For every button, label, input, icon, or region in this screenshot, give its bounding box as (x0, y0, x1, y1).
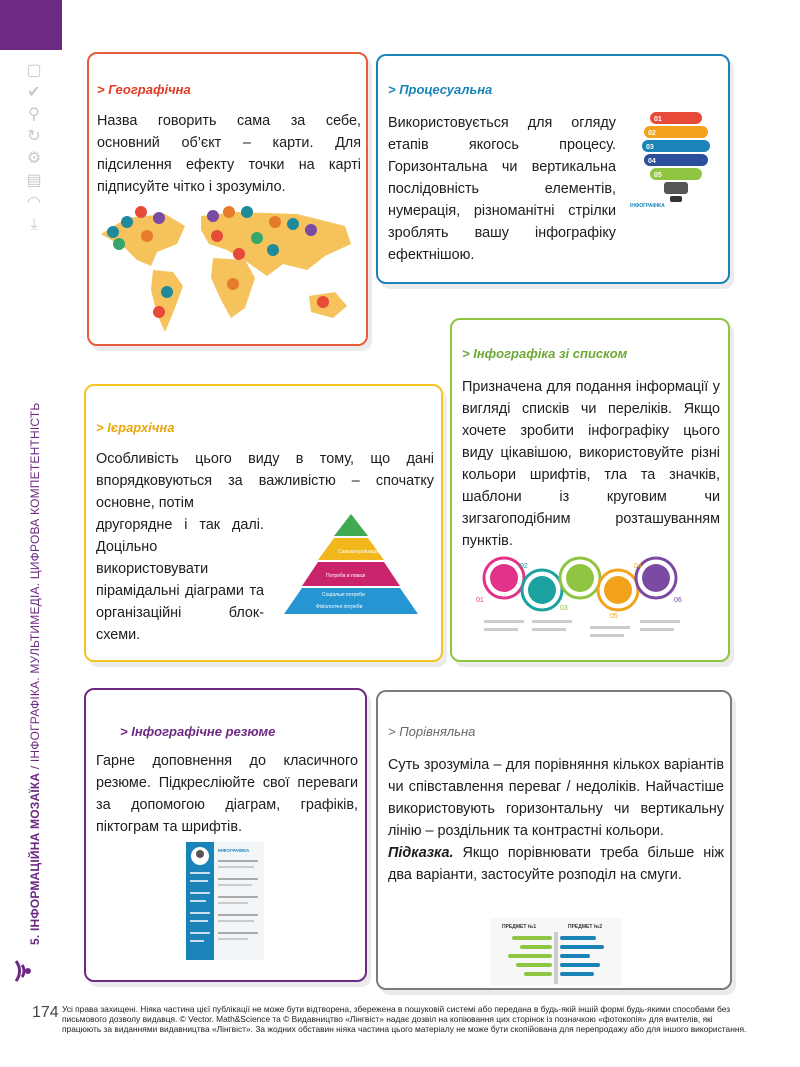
list-number-5: 05 (610, 613, 618, 620)
card-text-top: Особливість цього виду в тому, що дані впорядковуються за важливістю – спочатку основне, потім (96, 451, 434, 511)
wifi-signal-icon (8, 955, 48, 985)
list-number-6: 06 (674, 597, 682, 604)
refresh-icon: ↻ (27, 128, 41, 145)
chapter-title (28, 403, 42, 945)
list-number-1: 01 (476, 597, 484, 604)
bulb-step-4: 04 (648, 158, 656, 165)
comparison-illustration (490, 918, 622, 986)
chapter-title-bold: 5. ІНФОРМАЦІЙНА МОЗАЇКА (28, 772, 42, 945)
lightbulb-infographic (630, 110, 722, 210)
card-text: Назва говорить сама за себе, основний об’єкт – карти. Для підсилення ефекту точки на карті підписуйте чітко і зрозуміло. (97, 113, 361, 195)
wifi-icon: ◠ (27, 194, 41, 211)
world-map-illustration (97, 204, 361, 339)
square-icon: ▢ (26, 62, 42, 79)
list-number-2: 02 (520, 563, 528, 570)
card-text: Гарне доповнення до класичного резюме. Підкресліюйте свої переваги за допомогою діаграм, графіків, піктограм та шрифтів. (96, 753, 358, 835)
pyramid-level-2: Потреба в повазі (326, 573, 366, 579)
pyramid-illustration (276, 514, 426, 624)
download-icon: ⤓ (30, 216, 38, 233)
chapter-title-rest: / ІНФОГРАФІКА. МУЛЬТИМЕДІА. ЦИФРОВА КОМПЕТЕНТНІСТЬ (28, 402, 42, 773)
card-title: > Процесуальна (388, 82, 493, 97)
card-list (450, 318, 730, 662)
list-number-4: 04 (634, 563, 642, 570)
card-text: Призначена для подання інформації у вигляді списків чи переліків. Якщо хочете зробити інфографіку цього виду цікавішою, використовуйте різні кольори шрифтів, тла та значків, шаблони із круговим чи зигзагоподібним розташуванням пунктів. (462, 379, 720, 549)
document-icon: ▤ (26, 172, 42, 189)
card-geographic (87, 52, 368, 346)
pyramid-level-1: Самоактуалізація (338, 549, 380, 555)
sidebar-accent (0, 0, 62, 50)
bulb-step-1: 01 (654, 116, 662, 123)
hint-label: Підказка. (388, 845, 454, 861)
card-title: > Інфографічне резюме (120, 724, 276, 739)
bulb-caption: ІНФОГРАФІКА (630, 203, 665, 209)
card-text (388, 754, 724, 886)
card-process (376, 54, 730, 284)
page-number: 174 (32, 1004, 59, 1021)
comparison-left-label: ПРЕДМЕТ №1 (502, 924, 537, 930)
circular-list-illustration (460, 550, 722, 650)
card-text-bottom: другорядне і так далі. Доцільно використовувати пірамідальні діаграми та організаційні блок-схеми. (96, 517, 264, 643)
bulb-step-3: 03 (646, 144, 654, 151)
card-title: > Географічна (97, 82, 191, 97)
magnifier-icon: ⚲ (28, 106, 40, 123)
card-resume (84, 688, 367, 982)
gear-icon: ⚙ (26, 150, 42, 167)
card-comparative (376, 690, 732, 990)
hint-text: Якщо порівнювати треба більше ніж два варіанти, застосуйте розподіл на смуги. (388, 845, 724, 883)
pyramid-level-3: Соціальні потреби (322, 592, 365, 598)
copyright-footer: Усі права захищені. Ніяка частина цієї публікації не може бути відтворена, збережена в пошуковій системі або передана в будь-якій іншій формі будь-якими способами без письмового дозволу видавця. © Vector. Math&Science та © Видавництво «Лінгвіст» надає дозвіл на копіювання цих сторінок із позначкою «фотокопія» для вчителів, які працюють за виданнями видавництва «Лінгвіст». За жодних обставин ніяка частина цього матеріалу не може бути скопійована для перепродажу або для іншого використання. (62, 1004, 747, 1034)
card-hierarchical (84, 384, 443, 662)
comparative-text: Суть зрозуміла – для порівняння кількох варіантів чи співставлення переваг / недоліків. Найчастіше використовують горизонтальну чи вертикальну лінію – роздільник та контрастні кольори. (388, 757, 724, 839)
list-number-3: 03 (560, 605, 568, 612)
comparison-right-label: ПРЕДМЕТ №2 (568, 924, 603, 930)
bulb-step-5: 05 (654, 172, 662, 179)
resume-illustration (186, 842, 264, 960)
card-title: > Інфографіка зі списком (462, 346, 628, 361)
check-icon: ✔ (27, 84, 41, 101)
card-title: > Порівняльна (388, 724, 476, 739)
pyramid-level-4: Фізіологічні потреби (316, 604, 363, 610)
bulb-step-2: 02 (648, 130, 656, 137)
card-text: Використовується для огляду етапів якогось процесу. Горизонтальна чи вертикальна послідовність елементів, нумерація, різноманітні стрілки зроблять вашу інфографіку ефектнішою. (388, 115, 616, 263)
resume-header: ІНФОГРАФІКА (218, 848, 250, 853)
card-title: > Ієрархічна (96, 420, 175, 435)
side-icons (14, 60, 54, 236)
